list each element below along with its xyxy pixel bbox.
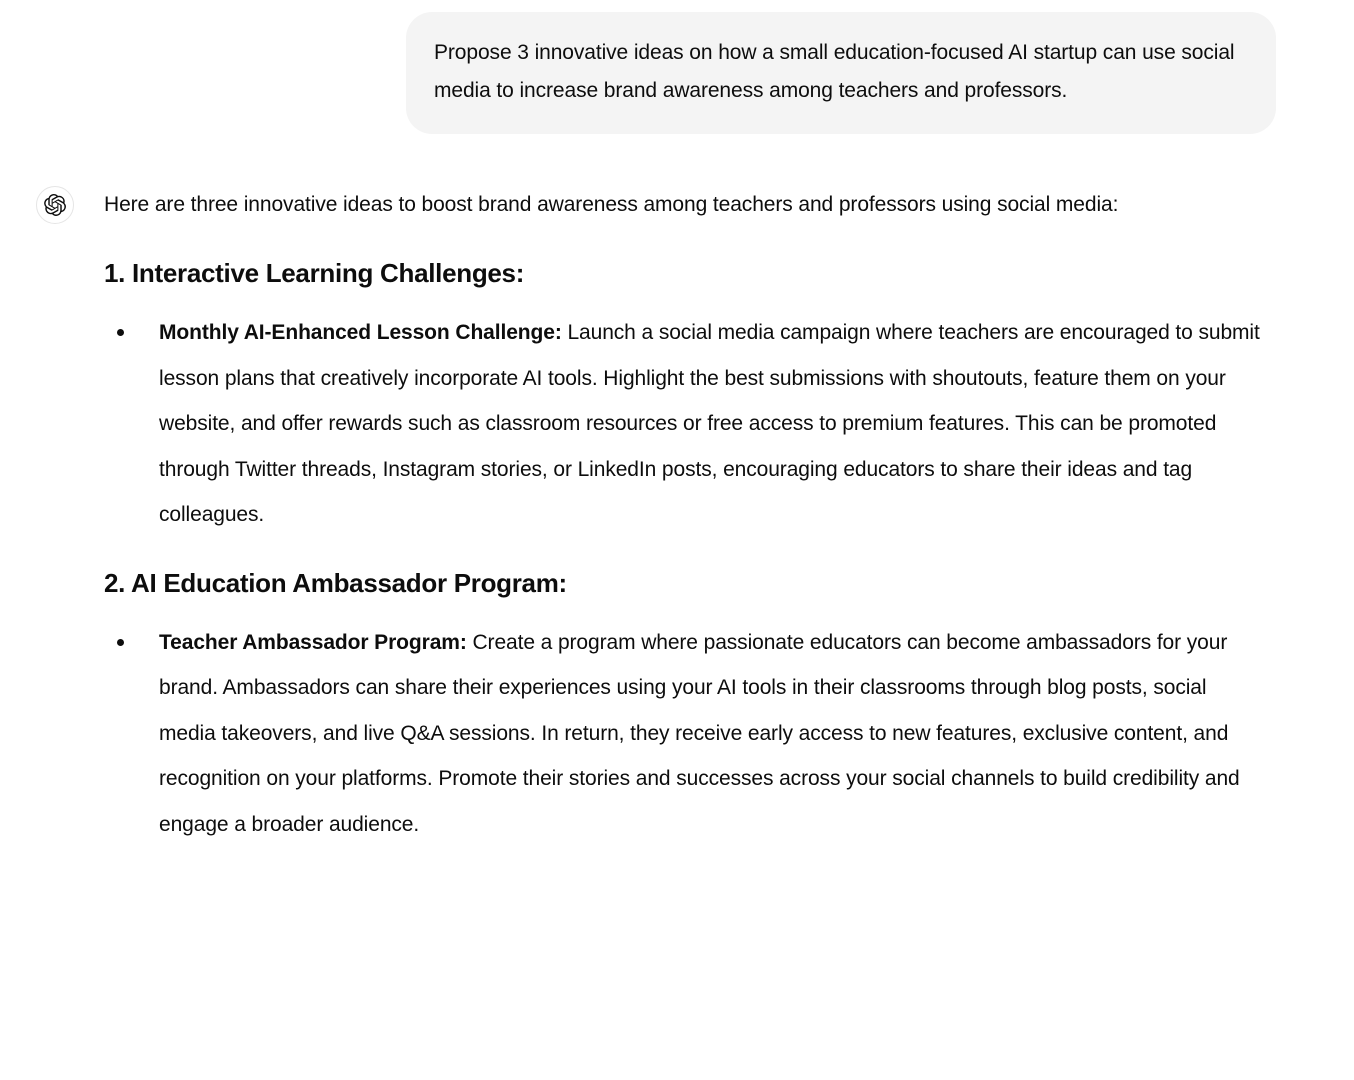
user-message-turn — [0, 0, 1354, 134]
list-item — [104, 620, 1264, 848]
bullet-dot-icon — [117, 329, 124, 336]
bullet-text: Create a program where passionate educators can become ambassadors for your brand. Ambassadors can share their experiences using your AI tools in their classrooms through blog posts, social media takeovers, and live Q&A sessions. In return, they receive early access to new features, exclusive content, and recognition on your platforms. Promote their stories and successes across your social channels to build credibility and engage a broader audience. — [159, 630, 1240, 836]
assistant-avatar — [36, 186, 74, 224]
bullet-text: Launch a social media campaign where teachers are encouraged to submit lesson plans that creatively incorporate AI tools. Highlight the best submissions with shoutouts, feature them on your website, and offer rewards such as classroom resources or free access to premium features. This can be promoted through Twitter threads, Instagram stories, or LinkedIn posts, encouraging educators to share their ideas and tag colleagues. — [159, 321, 1260, 526]
openai-logo-icon — [44, 194, 66, 216]
bullet-label: Teacher Ambassador Program: — [159, 630, 467, 654]
assistant-message-turn — [0, 134, 1354, 847]
bullet-dot-icon — [117, 639, 124, 646]
bullet-label: Monthly AI-Enhanced Lesson Challenge: — [159, 321, 562, 344]
assistant-intro-paragraph: Here are three innovative ideas to boost brand awareness among teachers and professors using social media: — [104, 193, 1119, 216]
user-message-bubble: Propose 3 innovative ideas on how a small education-focused AI startup can use social media to increase brand awareness among teachers and professors. — [406, 12, 1276, 134]
list-item — [104, 310, 1264, 538]
answer-section-2 — [104, 566, 1284, 848]
bullet-list-1 — [104, 310, 1284, 538]
bullet-list-2 — [104, 620, 1284, 848]
section-heading-1: 1. Interactive Learning Challenges: — [104, 258, 525, 288]
assistant-message-body — [74, 182, 1284, 847]
answer-section-1 — [104, 256, 1284, 538]
section-heading-2: 2. AI Education Ambassador Program: — [104, 567, 567, 598]
